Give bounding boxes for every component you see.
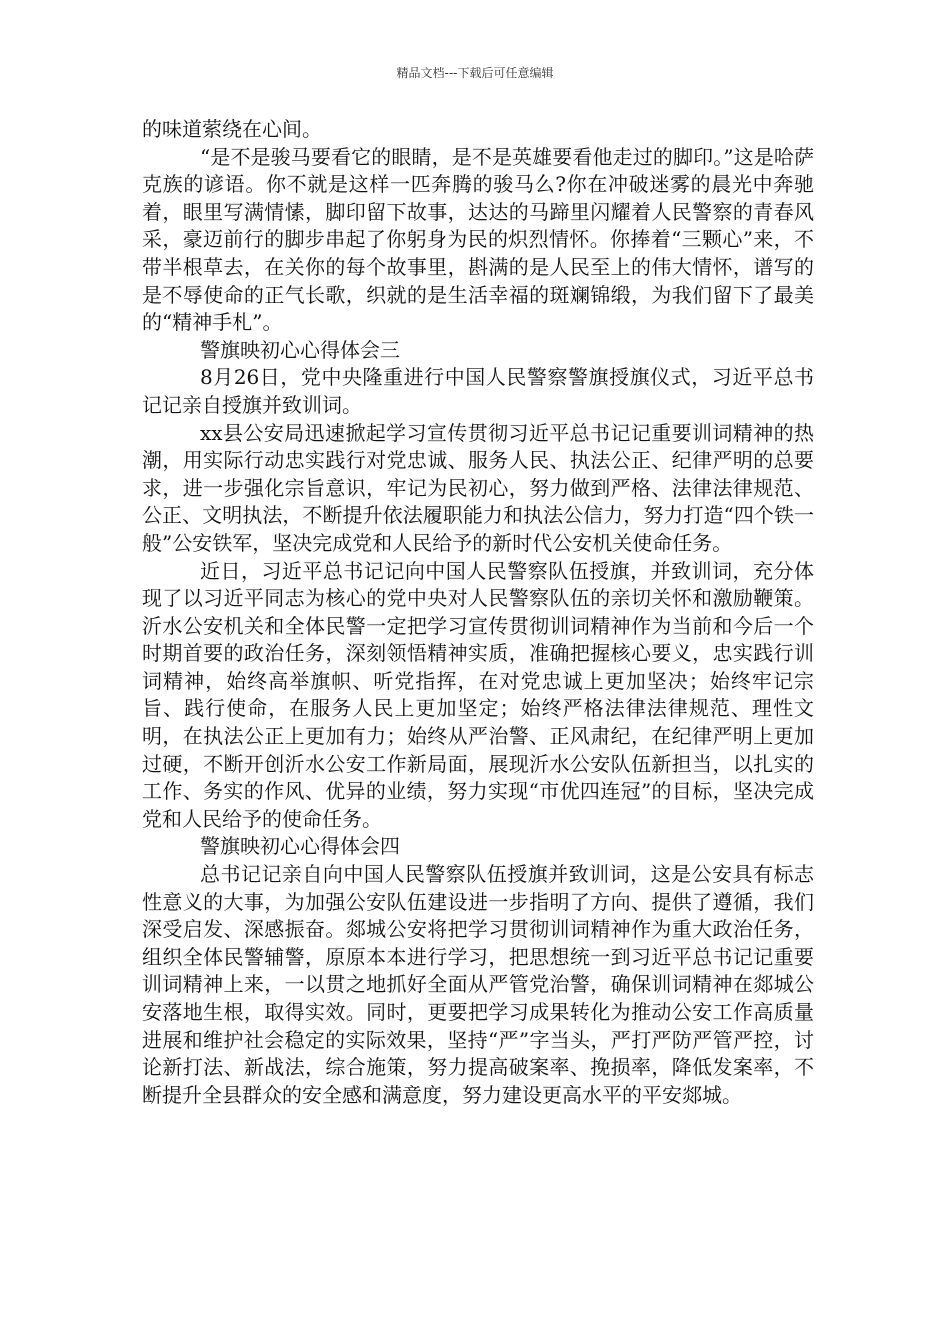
paragraph: xx县公安局迅速掀起学习宣传贯彻习近平总书记记重要训词精神的热潮，用实际行动忠实践行对党忠诚、服务人民、执法公正、纪律严明的总要求，进一步强化宗旨意识，牢记为民初心，努力做到严格、法律法律规范、公正、文明执法，不断提升依法履职能力和执法公信力，努力打造“四个铁一般”公安铁军，坚决完成党和人民给予的新时代公安机关使命任务。	[142, 420, 814, 555]
section-heading: 警旗映初心心得体会三	[200, 337, 400, 362]
paragraph-continuation: 的味道萦绕在心间。	[142, 117, 322, 141]
paragraph: 8月26日，党中央隆重进行中国人民警察警旗授旗仪式，习近平总书记记亲自授旗并致训词。	[142, 365, 814, 417]
paragraph: “是不是骏马要看它的眼睛，是不是英雄要看他走过的脚印。”这是哈萨克族的谚语。你不就是这样一匹奔腾的骏马么?你在冲破迷雾的晨光中奔驰着，眼里写满情愫，脚印留下故事，达达的马蹄里闪耀着人民警察的青春风采，豪迈前行的脚步串起了你躬身为民的炽烈情怀。你捧着“三颗心”来，不带半根草去，在关你的每个故事里，斟满的是人民至上的伟大情怀，谱写的是不辱使命的正气长歌，织就的是生活幸福的斑斓锦缎，为我们留下了最美的“精神手札”。	[142, 144, 814, 335]
page-header: 精品文档---下载后可任意编辑	[396, 66, 554, 80]
document-body	[142, 116, 814, 1109]
section-heading: 警旗映初心心得体会四	[200, 834, 400, 859]
paragraph: 总书记记亲自向中国人民警察队伍授旗并致训词，这是公安具有标志性意义的大事，为加强公安队伍建设进一步指明了方向、提供了遵循，我们深受启发、深感振奋。郯城公安将把学习贯彻训词精神作为重大政治任务，组织全体民警辅警，原原本本进行学习，把思想统一到习近平总书记记重要训词精神上来，一以贯之地抓好全面从严管党治警，确保训词精神在郯城公安落地生根，取得实效。同时，更要把学习成果转化为推动公安工作高质量进展和维护社会稳定的实际效果，坚持“严”字当头，严打严防严管严控，讨论新打法、新战法，综合施策，努力提高破案率、挽损率，降低发案率，不断提升全县群众的安全感和满意度，努力建设更高水平的平安郯城。	[142, 862, 814, 1107]
paragraph: 近日，习近平总书记记向中国人民警察队伍授旗，并致训词，充分体现了以习近平同志为核心的党中央对人民警察队伍的亲切关怀和激励鞭策。沂水公安机关和全体民警一定把学习宣传贯彻训词精神作为当前和今后一个时期首要的政治任务，深刻领悟精神实质，准确把握核心要义，忠实践行训词精神，始终高举旗帜、听党指挥，在对党忠诚上更加坚决；始终牢记宗旨、践行使命，在服务人民上更加坚定；始终严格法律法律规范、理性文明，在执法公正上更加有力；始终从严治警、正风肃纪，在纪律严明上更加过硬，不断开创沂水公安工作新局面，展现沂水公安队伍新担当，以扎实的工作、务实的作风、优异的业绩，努力实现“市优四连冠”的目标，坚决完成党和人民给予的使命任务。	[142, 558, 814, 831]
